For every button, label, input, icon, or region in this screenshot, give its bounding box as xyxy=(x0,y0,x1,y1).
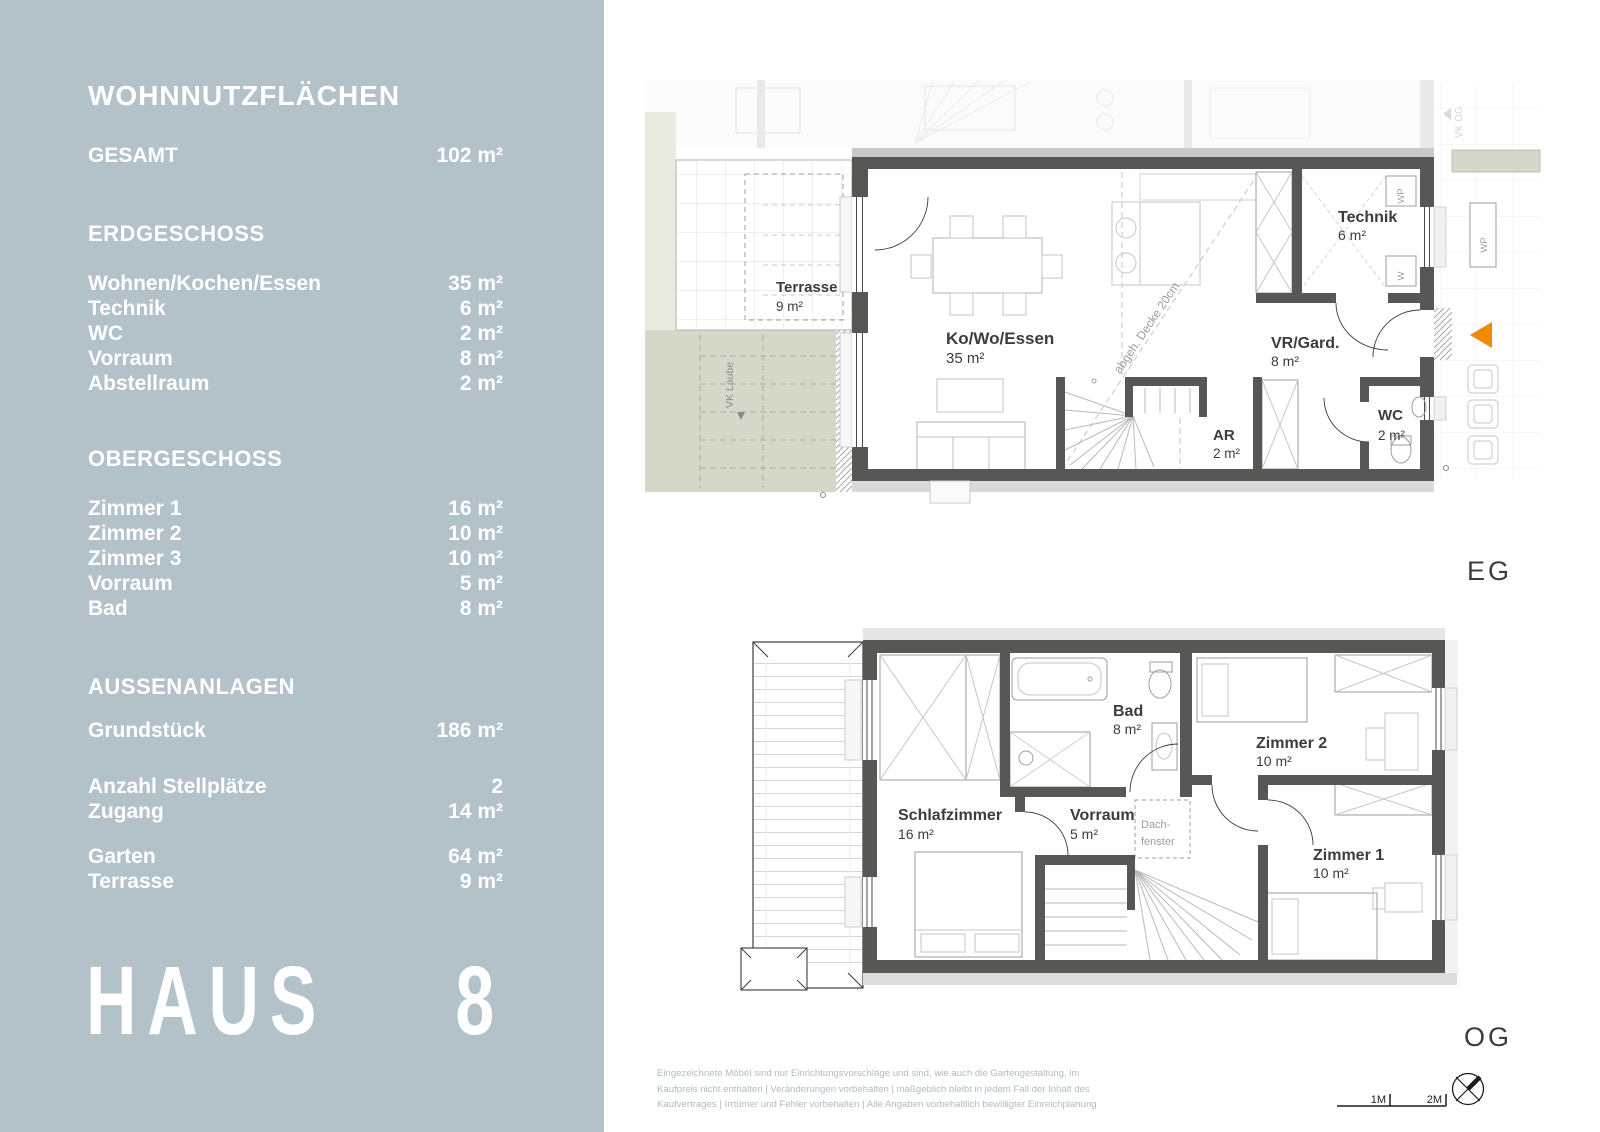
area-row xyxy=(88,271,503,296)
row-value: 9 m² xyxy=(459,870,503,893)
vk-laube-label: VK Laube xyxy=(724,361,736,408)
total-area-row xyxy=(88,143,503,168)
og-floor-label: OG xyxy=(1463,1022,1512,1052)
ar-label: AR xyxy=(1213,427,1235,444)
disclaimer xyxy=(657,1066,1177,1113)
row-value: 5 m² xyxy=(459,572,503,595)
row-value: 2 m² xyxy=(459,372,503,395)
wp-outdoor-label: WP xyxy=(1479,237,1490,253)
row-label: Zimmer 1 xyxy=(88,497,182,520)
garden-marker xyxy=(821,493,826,498)
area-row xyxy=(88,546,503,571)
stellplatz-rows xyxy=(88,774,503,824)
row-label: Garten xyxy=(88,845,156,868)
scale-bar xyxy=(1337,1094,1446,1106)
row-value: 8 m² xyxy=(459,347,503,370)
row-value: 186 m² xyxy=(436,719,503,742)
og-base-band xyxy=(863,973,1457,985)
scale-2m-label: 2M xyxy=(1426,1094,1442,1106)
row-label: Anzahl Stellplätze xyxy=(88,775,267,798)
section-heading-aussenanlagen: AUSSENANLAGEN xyxy=(88,674,295,699)
disclaimer-line: Eingezeichnete Möbel sind nur Einrichtungsvorschläge und sind, wie auch die Gartengestaltung, im xyxy=(657,1068,1080,1079)
area-row xyxy=(88,496,503,521)
zimmer2-area: 10 m² xyxy=(1256,753,1292,769)
kowo-label: Ko/Wo/Essen xyxy=(946,329,1055,348)
technik-label: Technik xyxy=(1338,209,1398,226)
row-value: 2 m² xyxy=(459,322,503,345)
total-area-value: 102 m² xyxy=(436,144,503,167)
area-row xyxy=(88,521,503,546)
row-label: Zugang xyxy=(88,800,164,823)
vr-label: VR/Gard. xyxy=(1271,335,1340,352)
ceiling-note: abgeh. Decke 20cm xyxy=(1111,279,1183,376)
bins xyxy=(1468,365,1498,464)
house-word: HAUS xyxy=(86,946,328,1055)
eg-terrace xyxy=(676,160,852,330)
area-row xyxy=(88,596,503,621)
garten-rows xyxy=(88,844,503,894)
summary-sidebar xyxy=(0,0,604,1132)
og-floorplan xyxy=(741,628,1512,1052)
area-row xyxy=(88,799,503,824)
schlafzimmer-area: 16 m² xyxy=(898,826,934,842)
row-label: Grundstück xyxy=(88,719,206,742)
zimmer1-area: 10 m² xyxy=(1313,865,1349,881)
row-label: Abstellraum xyxy=(88,372,210,395)
heat-pump-unit xyxy=(1470,203,1496,267)
compass-icon xyxy=(1453,1074,1484,1105)
wc-label: WC xyxy=(1378,407,1403,424)
zimmer2-label: Zimmer 2 xyxy=(1256,735,1328,752)
wp-appliance-label: WP xyxy=(1396,188,1407,204)
schlafzimmer-label: Schlafzimmer xyxy=(898,807,1003,824)
area-row xyxy=(88,571,503,596)
row-label: Zimmer 3 xyxy=(88,547,182,570)
row-value: 64 m² xyxy=(448,845,503,868)
scale-1m-label: 1M xyxy=(1370,1094,1386,1106)
area-row xyxy=(88,346,503,371)
dachfenster-label-1: Dach- xyxy=(1141,819,1171,831)
row-value: 2 xyxy=(491,775,503,798)
row-value: 14 m² xyxy=(448,800,503,823)
row-value: 8 m² xyxy=(459,597,503,620)
row-value: 6 m² xyxy=(459,297,503,320)
area-row xyxy=(88,869,503,894)
total-area-label: GESAMT xyxy=(88,144,178,167)
row-value: 10 m² xyxy=(448,547,503,570)
row-label: Terrasse xyxy=(88,870,175,893)
og-entry-canopy xyxy=(741,948,807,990)
eg-floorplan xyxy=(645,80,1540,586)
area-row xyxy=(88,321,503,346)
sidebar-title: WOHNNUTZFLÄCHEN xyxy=(88,80,401,111)
area-row xyxy=(88,718,503,743)
entry-threshold xyxy=(1434,308,1452,360)
eg-floor-label: EG xyxy=(1466,556,1512,586)
obergeschoss-rows xyxy=(88,496,503,621)
eg-context-neighbour xyxy=(645,80,1434,157)
section-heading-erdgeschoss: ERDGESCHOSS xyxy=(88,221,265,246)
terrasse-label: Terrasse xyxy=(776,279,838,296)
north-arrow-icon xyxy=(1468,1077,1480,1089)
zimmer1-label: Zimmer 1 xyxy=(1313,847,1385,864)
house-number: 8 xyxy=(455,946,506,1055)
vk-og-ghost-label: VK OG xyxy=(1454,106,1465,138)
terrasse-area: 9 m² xyxy=(776,299,803,314)
vorraum-label: Vorraum xyxy=(1070,807,1135,824)
area-row xyxy=(88,371,503,396)
erdgeschoss-rows xyxy=(88,271,503,396)
section-heading-obergeschoss: OBERGESCHOSS xyxy=(88,446,283,471)
wc-area: 2 m² xyxy=(1378,428,1405,443)
og-top-band xyxy=(863,628,1445,640)
row-label: Technik xyxy=(88,297,166,320)
area-row xyxy=(88,774,503,799)
row-label: Vorraum xyxy=(88,572,173,595)
bad-area: 8 m² xyxy=(1113,721,1141,737)
disclaimer-line: Kaufvertrages | Irrtümer und Fehler vorbehalten | Alle Angaben vorbehaltlich bewilligter Einreichplanung xyxy=(657,1099,1097,1110)
row-value: 35 m² xyxy=(448,272,503,295)
vr-area: 8 m² xyxy=(1271,353,1299,369)
row-label: Zimmer 2 xyxy=(88,522,182,545)
area-row xyxy=(88,844,503,869)
kowo-area: 35 m² xyxy=(946,350,985,367)
row-label: Vorraum xyxy=(88,347,173,370)
row-label: Bad xyxy=(88,597,128,620)
row-value: 10 m² xyxy=(448,522,503,545)
row-label: WC xyxy=(88,322,123,345)
vorraum-area: 5 m² xyxy=(1070,826,1098,842)
row-value: 16 m² xyxy=(448,497,503,520)
house-title xyxy=(86,946,506,1055)
disclaimer-line: Kaufpreis nicht enthalten | Veränderungen vorbehalten | maßgeblich bleibt in jedem Fall der Inhalt des xyxy=(657,1083,1090,1095)
w-appliance-label: W xyxy=(1396,271,1407,281)
technik-area: 6 m² xyxy=(1338,227,1366,243)
ar-area: 2 m² xyxy=(1213,446,1240,461)
bad-label: Bad xyxy=(1113,703,1144,720)
eg-entry-step xyxy=(930,481,970,503)
row-label: Wohnen/Kochen/Essen xyxy=(88,272,321,295)
dachfenster-label-2: fenster xyxy=(1141,836,1175,848)
area-row xyxy=(88,296,503,321)
